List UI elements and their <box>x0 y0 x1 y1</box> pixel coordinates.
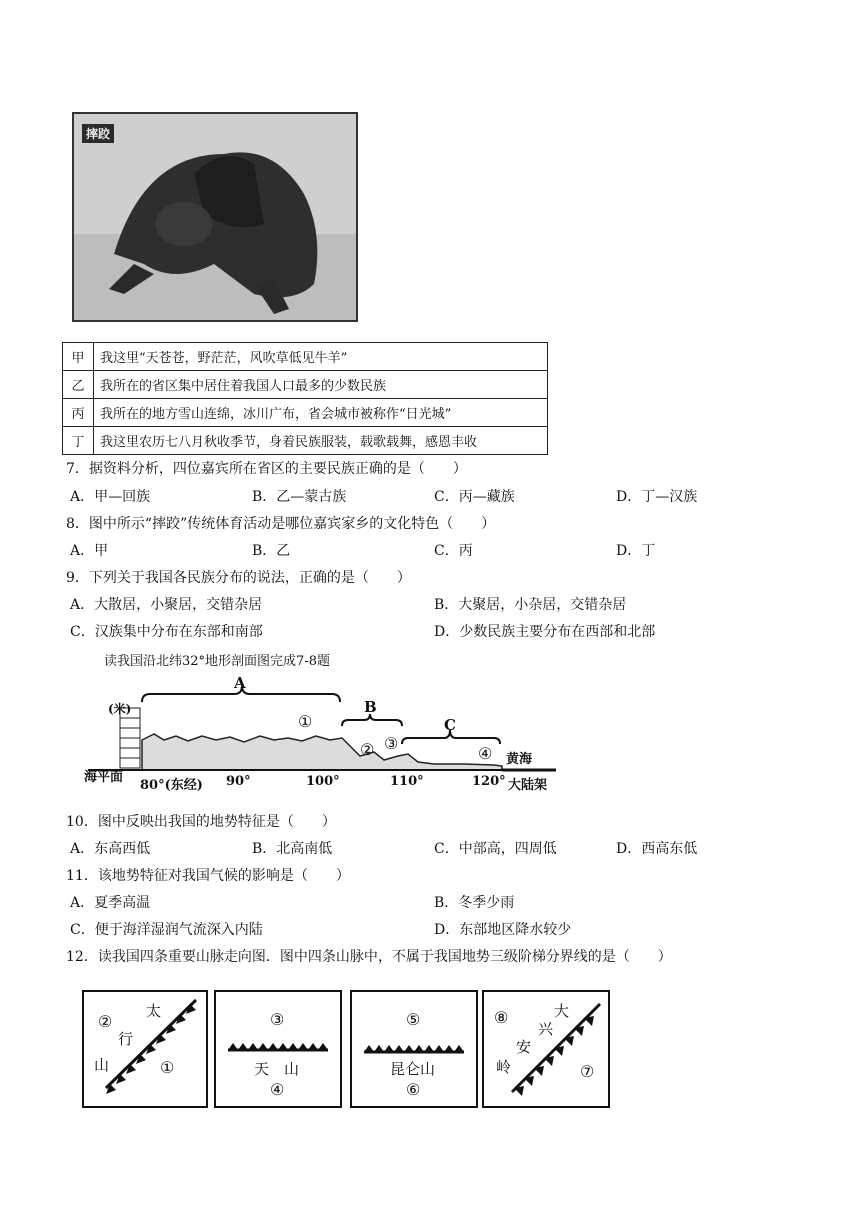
photo-label: 摔跤 <box>82 124 114 143</box>
row-key: 甲 <box>63 343 94 371</box>
row-key: 乙 <box>63 371 94 399</box>
x-tick-90: 90° <box>226 774 251 789</box>
x-tick-100: 100° <box>306 774 340 789</box>
q8-option-a[interactable]: A．甲 <box>70 543 109 559</box>
mark-4: ④ <box>270 1080 285 1099</box>
q9-option-c[interactable]: C．汉族集中分布在东部和南部 <box>70 624 263 640</box>
q7-option-b[interactable]: B．乙—蒙古族 <box>252 489 347 505</box>
marker-2: ② <box>360 740 375 759</box>
profile-instruction: 读我国沿北纬32°地形剖面图完成7-8题 <box>104 654 330 669</box>
mountain-name-char: 大 <box>554 1002 570 1020</box>
q9-option-a[interactable]: A．大散居，小聚居，交错杂居 <box>70 597 263 613</box>
guest-info-table <box>62 342 548 455</box>
x-tick-120: 120° <box>472 774 506 789</box>
table-row <box>63 371 548 399</box>
mountain-name-char: 安 <box>516 1038 532 1056</box>
mark-2: ② <box>98 1012 113 1031</box>
q7-option-c[interactable]: C．丙—藏族 <box>434 489 515 505</box>
marker-1: ① <box>298 712 313 731</box>
mountain-name: 昆仑山 <box>390 1060 436 1078</box>
mountain-name-char: 岭 <box>496 1058 512 1076</box>
question-10-stem: 10．图中反映出我国的地势特征是（ ） <box>66 814 336 830</box>
mountain-box-tianshan[interactable] <box>214 990 342 1108</box>
q10-option-c[interactable]: C．中部高，四周低 <box>434 841 557 857</box>
mark-6: ⑥ <box>406 1080 421 1099</box>
row-text: 我这里“天苍苍，野茫茫，风吹草低见牛羊” <box>94 343 548 371</box>
question-11-stem: 11．该地势特征对我国气候的影响是（ ） <box>66 868 350 884</box>
sea-level-label: 海平面 <box>84 770 124 785</box>
table-row <box>63 399 548 427</box>
mountain-name: 天 山 <box>254 1060 300 1078</box>
table-row <box>63 343 548 371</box>
question-12-stem: 12．读我国四条重要山脉走向图．图中四条山脉中，不属于我国地势三级阶梯分界线的是（ ） <box>66 949 672 965</box>
q10-option-b[interactable]: B．北高南低 <box>252 841 333 857</box>
mountain-box-kunlun[interactable] <box>350 990 478 1108</box>
q11-option-a[interactable]: A．夏季高温 <box>70 895 151 911</box>
mountain-name-char: 太 <box>146 1002 162 1020</box>
q8-option-d[interactable]: D．丁 <box>616 543 656 559</box>
row-key: 丙 <box>63 399 94 427</box>
q10-option-a[interactable]: A．东高西低 <box>70 841 151 857</box>
question-8-stem: 8．图中所示“摔跤”传统体育活动是哪位嘉宾家乡的文化特色（ ） <box>66 516 496 532</box>
q7-option-d[interactable]: D．丁—汉族 <box>616 489 698 505</box>
mountain-name-char: 山 <box>94 1056 110 1074</box>
q11-option-c[interactable]: C．便于海洋湿润气流深入内陆 <box>70 922 263 938</box>
mark-3: ③ <box>270 1010 285 1029</box>
terrain-profile <box>84 674 564 800</box>
row-text: 我所在的地方雪山连绵，冰川广布，省会城市被称作“日光城” <box>94 399 548 427</box>
q10-option-d[interactable]: D．西高东低 <box>616 841 698 857</box>
x-tick-80: 80°(东经) <box>140 778 203 793</box>
mountain-box-taihang[interactable] <box>82 990 208 1108</box>
sea-label: 黄海 <box>506 752 533 767</box>
mark-5: ⑤ <box>406 1010 421 1029</box>
q8-option-c[interactable]: C．丙 <box>434 543 473 559</box>
row-text: 我所在的省区集中居住着我国人口最多的少数民族 <box>94 371 548 399</box>
shelf-label: 大陆架 <box>508 778 548 793</box>
x-tick-110: 110° <box>390 774 424 789</box>
q11-option-b[interactable]: B．冬季少雨 <box>434 895 515 911</box>
row-text: 我这里农历七八月秋收季节，身着民族服装，载歌载舞，感恩丰收 <box>94 427 548 455</box>
mountain-name-char: 兴 <box>538 1020 554 1038</box>
mark-7: ⑦ <box>580 1062 595 1081</box>
marker-4: ④ <box>478 744 493 763</box>
wrestling-photo <box>72 112 358 322</box>
table-row <box>63 427 548 455</box>
mountain-name-char: 行 <box>118 1030 134 1048</box>
q7-option-a[interactable]: A．甲—回族 <box>70 489 151 505</box>
q9-option-b[interactable]: B．大聚居，小杂居，交错杂居 <box>434 597 627 613</box>
profile-y-unit: (米) <box>108 702 132 716</box>
question-7-stem: 7．据资料分析，四位嘉宾所在省区的主要民族正确的是（ ） <box>66 461 467 477</box>
mountain-box-daxinganling[interactable] <box>482 990 610 1108</box>
question-9-stem: 9．下列关于我国各民族分布的说法，正确的是（ ） <box>66 570 411 586</box>
section-a-label: A <box>234 674 246 692</box>
section-c-label: C <box>444 716 456 734</box>
mark-8: ⑧ <box>494 1008 509 1027</box>
section-b-label: B <box>364 698 377 716</box>
q8-option-b[interactable]: B．乙 <box>252 543 291 559</box>
wrestling-illustration <box>74 114 358 322</box>
mark-1: ① <box>160 1058 175 1077</box>
marker-3: ③ <box>384 734 399 753</box>
q9-option-d[interactable]: D．少数民族主要分布在西部和北部 <box>434 624 656 640</box>
q11-option-d[interactable]: D．东部地区降水较少 <box>434 922 572 938</box>
row-key: 丁 <box>63 427 94 455</box>
